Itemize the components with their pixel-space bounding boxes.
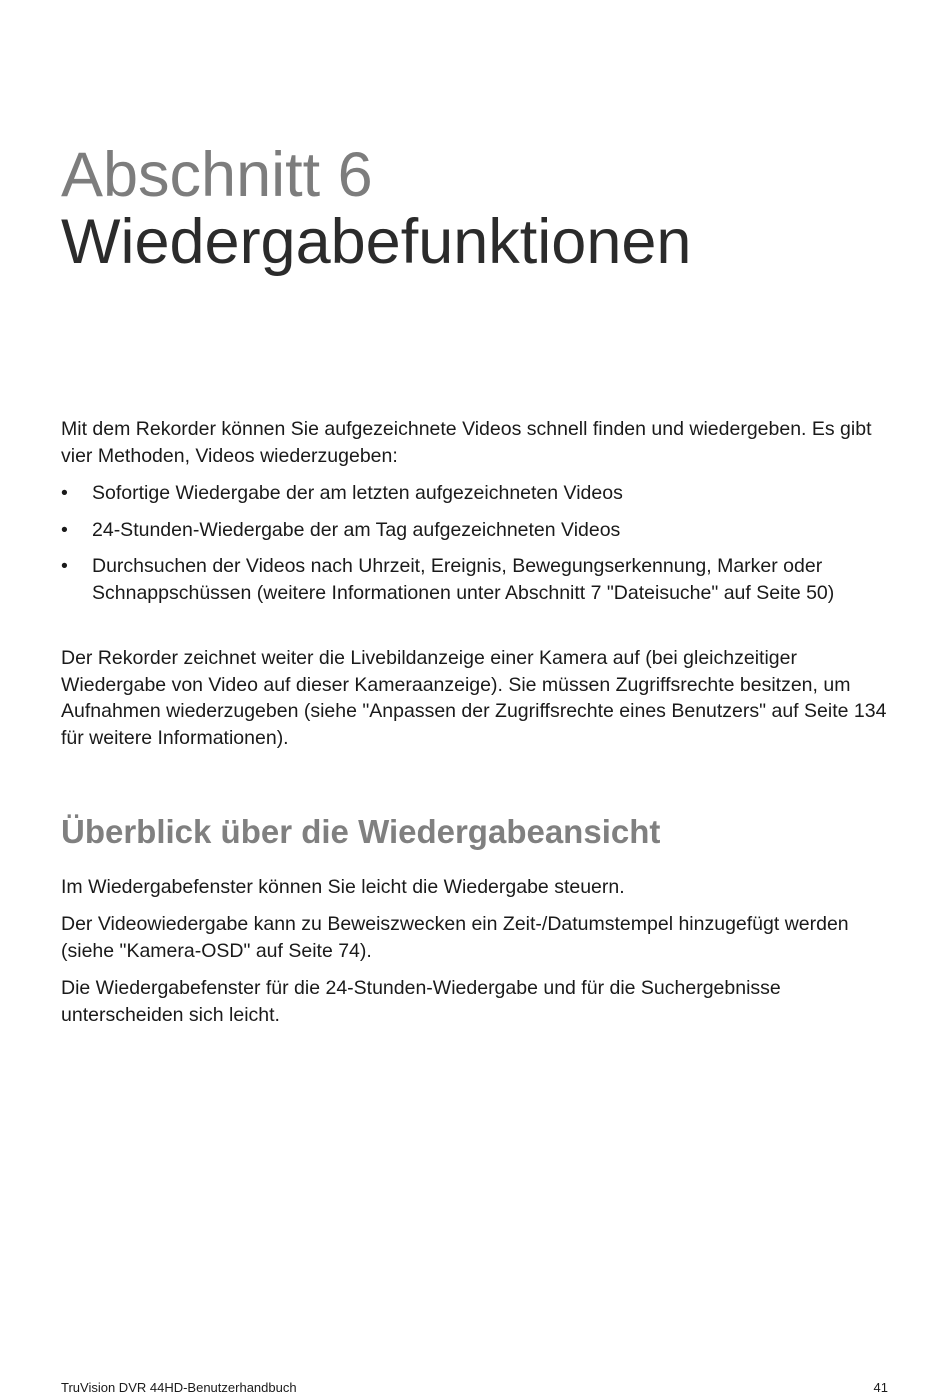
footer-page-number: 41 (873, 1380, 888, 1395)
bullet-icon: • (61, 482, 68, 504)
section-paragraph: Die Wiedergabefenster für die 24-Stunden-Wiedergabe und für die Suchergebnisse unterscheiden sich leicht. (61, 977, 781, 1026)
list-item-text: Durchsuchen der Videos nach Uhrzeit, Ereignis, Bewegungserkennung, Marker oder Schnappschüssen (weitere Informationen unter Abschnitt 7 "Dateisuche" auf Seite 50) (92, 555, 835, 604)
recorder-paragraph: Der Rekorder zeichnet weiter die Livebildanzeige einer Kamera auf (bei gleichzeitiger Wiedergabe von Video auf dieser Kameraanzeige). Sie müssen Zugriffsrechte besitzen, um Aufnahmen wiederzugeben (siehe "Anpassen der Zugriffsrechte eines Benutzers" auf Seite 134 für weitere Informationen). (61, 647, 887, 749)
chapter-title: Wiedergabefunktionen (61, 207, 692, 277)
section-paragraph: Im Wiedergabefenster können Sie leicht die Wiedergabe steuern. (61, 876, 625, 898)
list-item (61, 517, 891, 544)
list-item (61, 480, 891, 507)
footer-document-title: TruVision DVR 44HD-Benutzerhandbuch (61, 1380, 297, 1395)
list-item-text: 24-Stunden-Wiedergabe der am Tag aufgezeichneten Videos (92, 518, 621, 541)
list-item-text: Sofortige Wiedergabe der am letzten aufgezeichneten Videos (92, 482, 623, 504)
intro-paragraph: Mit dem Rekorder können Sie aufgezeichnete Videos schnell finden und wiedergeben. Es gibt vier Methoden, Videos wiederzugeben: (61, 418, 872, 467)
bullet-icon: • (61, 518, 68, 541)
section-paragraph: Der Videowiedergabe kann zu Beweiszwecken ein Zeit-/Datumstempel hinzugefügt werden (siehe "Kamera-OSD" auf Seite 74). (61, 913, 849, 962)
playback-methods-list (61, 480, 891, 616)
section-heading: Überblick über die Wiedergabeansicht (61, 813, 661, 850)
chapter-kicker: Abschnitt 6 (61, 140, 373, 210)
bullet-icon: • (61, 555, 68, 577)
list-item (61, 553, 891, 606)
